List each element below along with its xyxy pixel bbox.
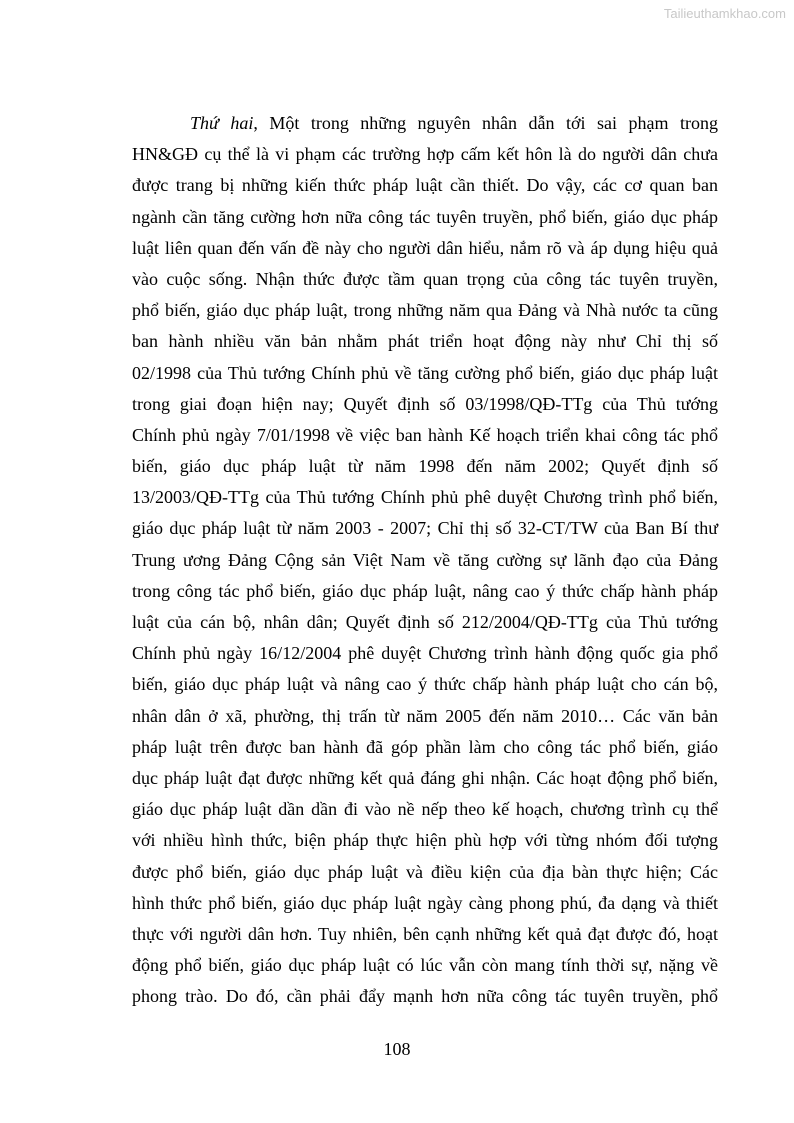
text-line: phổ biến, giáo dục pháp luật, trong những năm qua Đảng và Nhà nước ta cũng (132, 300, 718, 321)
text-line: nhân dân ở xã, phường, thị trấn từ năm 2005 đến năm 2010… Các văn bản (132, 705, 718, 726)
text-line: ngành cần tăng cường hơn nữa công tác tuyên truyền, phổ biến, giáo dục pháp (132, 206, 718, 227)
text-line: động phổ biến, giáo dục pháp luật có lúc vẫn còn mang tính thời sự, nặng về (132, 955, 718, 976)
text-line: giáo dục pháp luật dần dần đi vào nề nếp theo kế hoạch, chương trình cụ thể (132, 799, 718, 820)
text-line (132, 108, 718, 139)
text-line: 02/1998 của Thủ tướng Chính phủ về tăng cường phổ biến, giáo dục pháp luật (132, 362, 718, 383)
text-line: hình thức phổ biến, giáo dục pháp luật ngày càng phong phú, đa dạng và thiết (132, 892, 718, 913)
watermark: Tailieuthamkhao.com (663, 6, 786, 21)
text-line: luật liên quan đến vấn đề này cho người dân hiểu, nắm rõ và áp dụng hiệu quả (132, 237, 718, 258)
text-line: HN&GĐ cụ thể là vi phạm các trường hợp cấm kết hôn là do người dân chưa (132, 144, 718, 165)
text-line: 13/2003/QĐ-TTg của Thủ tướng Chính phủ phê duyệt Chương trình phổ biến, (132, 487, 718, 508)
text-line: Trung ương Đảng Cộng sản Việt Nam về tăng cường sự lãnh đạo của Đảng (132, 549, 718, 570)
document-body (132, 108, 718, 1012)
text-line: phong trào. Do đó, cần phải đẩy mạnh hơn nữa công tác tuyên truyền, phổ (132, 986, 718, 1007)
text-line: biến, giáo dục pháp luật và nâng cao ý thức chấp hành pháp luật cho cán bộ, (132, 674, 718, 695)
line-text: , Một trong những nguyên nhân dẫn tới sai phạm trong (253, 113, 718, 133)
text-line: pháp luật trên được ban hành đã góp phần làm cho công tác phổ biến, giáo (132, 736, 718, 757)
lead-italic: Thứ hai (190, 113, 254, 133)
text-line: thực với người dân hơn. Tuy nhiên, bên cạnh những kết quả đạt được đó, hoạt (132, 923, 718, 944)
text-line: Chính phủ ngày 16/12/2004 phê duyệt Chương trình hành động quốc gia phổ (132, 643, 718, 664)
text-line: trong giai đoạn hiện nay; Quyết định số 03/1998/QĐ-TTg của Thủ tướng (132, 393, 718, 414)
text-line: với nhiều hình thức, biện pháp thực hiện phù hợp với từng nhóm đối tượng (132, 830, 718, 851)
text-line: giáo dục pháp luật từ năm 2003 - 2007; Chỉ thị số 32-CT/TW của Ban Bí thư (132, 518, 718, 539)
text-line: dục pháp luật đạt được những kết quả đáng ghi nhận. Các hoạt động phổ biến, (132, 767, 718, 788)
text-line: ban hành nhiều văn bản nhằm phát triển hoạt động này như Chỉ thị số (132, 331, 718, 352)
text-line: luật của cán bộ, nhân dân; Quyết định số 212/2004/QĐ-TTg của Thủ tướng (132, 612, 718, 632)
text-line: biến, giáo dục pháp luật từ năm 1998 đến năm 2002; Quyết định số (132, 456, 718, 477)
text-line: Chính phủ ngày 7/01/1998 về việc ban hành Kế hoạch triển khai công tác phổ (132, 424, 718, 445)
text-line: được phổ biến, giáo dục pháp luật và điều kiện của địa bàn thực hiện; Các (132, 861, 718, 882)
text-line: được trang bị những kiến thức pháp luật cần thiết. Do vậy, các cơ quan ban (132, 175, 718, 196)
text-line: vào cuộc sống. Nhận thức được tầm quan trọng của công tác tuyên truyền, (132, 268, 718, 289)
body-paragraph (132, 108, 718, 1012)
text-line: trong công tác phổ biến, giáo dục pháp luật, nâng cao ý thức chấp hành pháp (132, 580, 718, 601)
page-number: 108 (383, 1039, 411, 1059)
